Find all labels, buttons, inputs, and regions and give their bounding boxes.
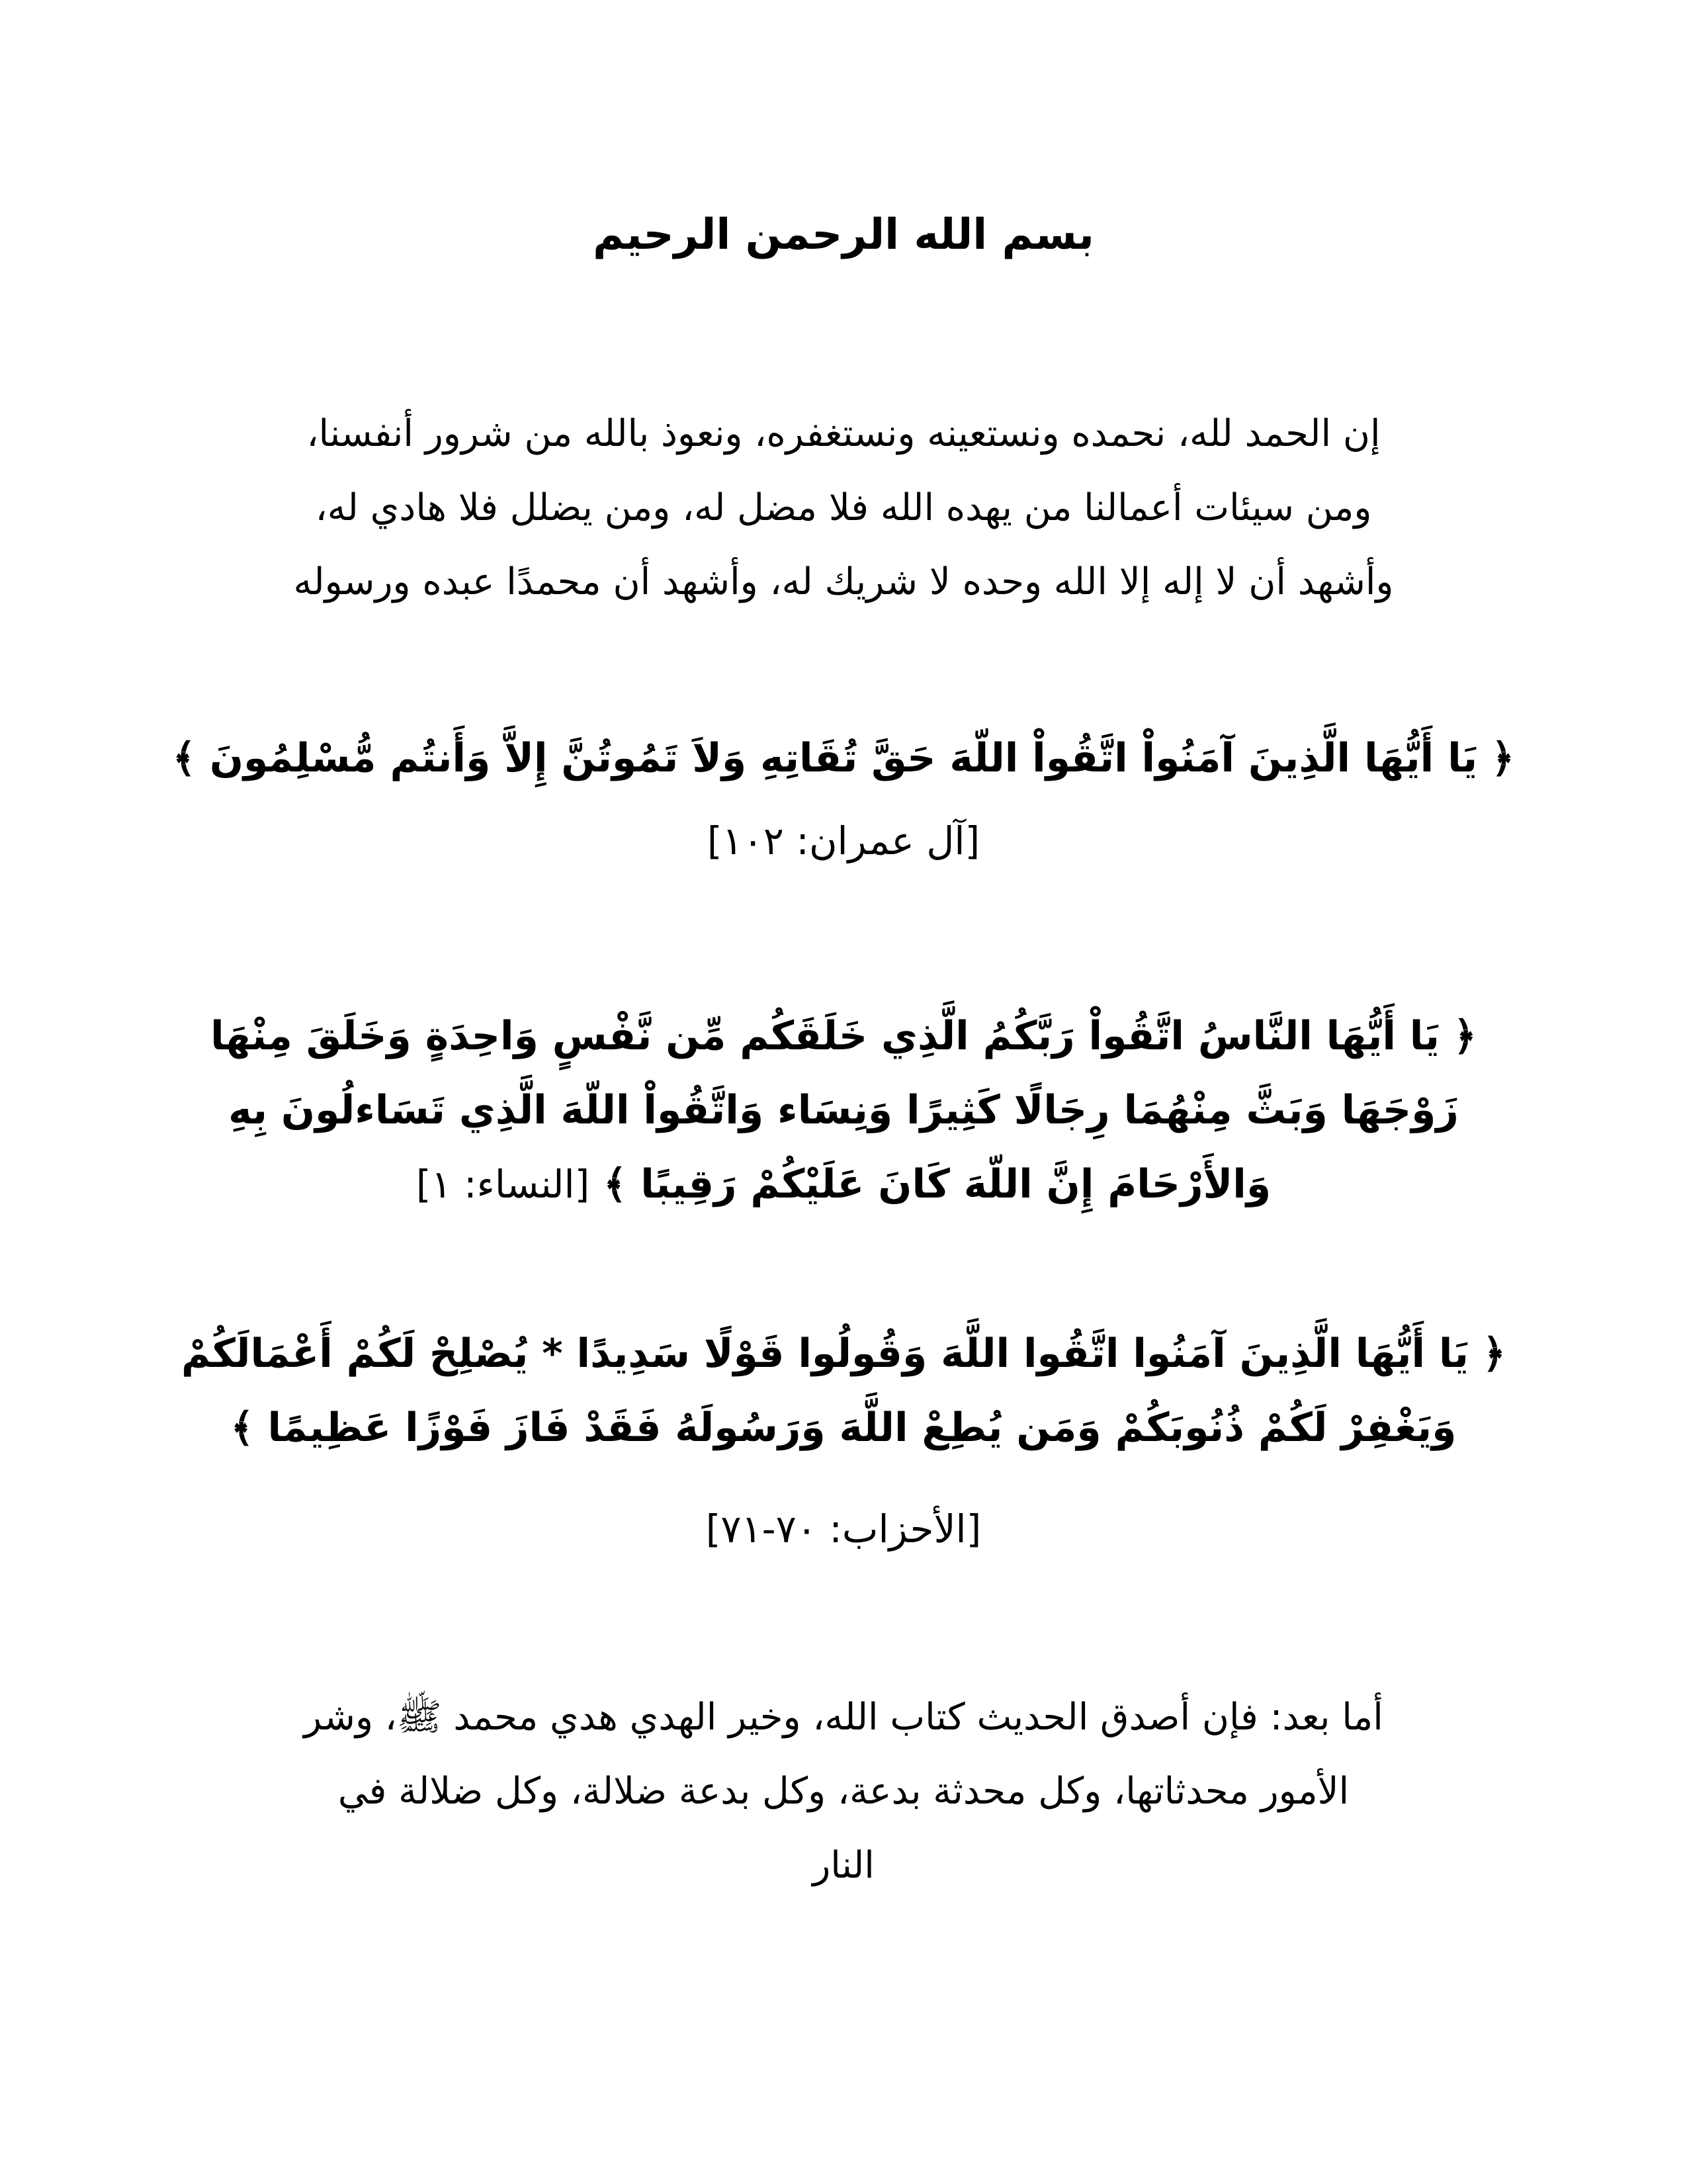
intro-paragraph xyxy=(172,397,1515,619)
closing-paragraph xyxy=(172,1681,1515,1903)
verse-line: زَوْجَهَا وَبَثَّ مِنْهُمَا رِجَالًا كَثِيرًا وَنِسَاء وَاتَّقُواْ اللّهَ الَّذِي تَسَاءلُونَ بِهِ xyxy=(228,1087,1459,1133)
verse-al-ahzab xyxy=(172,1317,1515,1465)
verse-al-ahzab-reference: [الأحزاب: ٧٠-٧١] xyxy=(705,1507,982,1551)
verse-line xyxy=(172,1147,1515,1221)
page-title: بسم الله الرحمن الرحيم xyxy=(593,210,1094,259)
verse-line-text: وَالأَرْحَامَ إِنَّ اللّهَ كَانَ عَلَيْكُمْ رَقِيبًا ﴾ xyxy=(603,1161,1272,1207)
closing-line: النار xyxy=(812,1844,875,1887)
closing-line: الأمور محدثاتها، وكل محدثة بدعة، وكل بدعة ضلالة، وكل ضلالة في xyxy=(337,1770,1350,1813)
verse-line: ﴿ يَا أَيُّهَا الَّذِينَ آمَنُوا اتَّقُوا اللَّهَ وَقُولُوا قَوْلًا سَدِيدًا * يُصْلِحْ لَكُمْ أَعْمَالَكُمْ xyxy=(181,1331,1506,1377)
intro-line: ومن سيئات أعمالنا من يهده الله فلا مضل له، ومن يضلل فلا هادي له، xyxy=(315,486,1372,529)
intro-line: إن الحمد لله، نحمده ونستعينه ونستغفره، ونعوذ بالله من شرور أنفسنا، xyxy=(306,412,1381,455)
verse-al-imran-reference: [آل عمران: ١٠٢] xyxy=(707,818,980,863)
verse-an-nisa xyxy=(172,999,1515,1221)
verse-line: وَيَغْفِرْ لَكُمْ ذُنُوبَكُمْ وَمَن يُطِعْ اللَّهَ وَرَسُولَهُ فَقَدْ فَازَ فَوْزًا عَظِيمًا ﴾ xyxy=(230,1405,1457,1451)
verse-al-imran: ﴿ يَا أَيُّهَا الَّذِينَ آمَنُواْ اتَّقُواْ اللّهَ حَقَّ تُقَاتِهِ وَلاَ تَمُوتُنَّ إِلاَّ وَأَنتُم مُّسْلِمُونَ ﴾ xyxy=(172,735,1515,781)
verse-line: ﴿ يَا أَيُّهَا النَّاسُ اتَّقُواْ رَبَّكُمُ الَّذِي خَلَقَكُم مِّن نَّفْسٍ وَاحِدَةٍ وَخَلَقَ مِنْهَا xyxy=(210,1013,1477,1059)
intro-line: وأشهد أن لا إله إلا الله وحده لا شريك له، وأشهد أن محمدًا عبده ورسوله xyxy=(293,560,1394,603)
closing-line: أما بعد: فإن أصدق الحديث كتاب الله، وخير الهدي هدي محمد ﷺ، وشر xyxy=(304,1696,1383,1739)
verse-an-nisa-reference: [النساء: ١] xyxy=(415,1162,590,1207)
